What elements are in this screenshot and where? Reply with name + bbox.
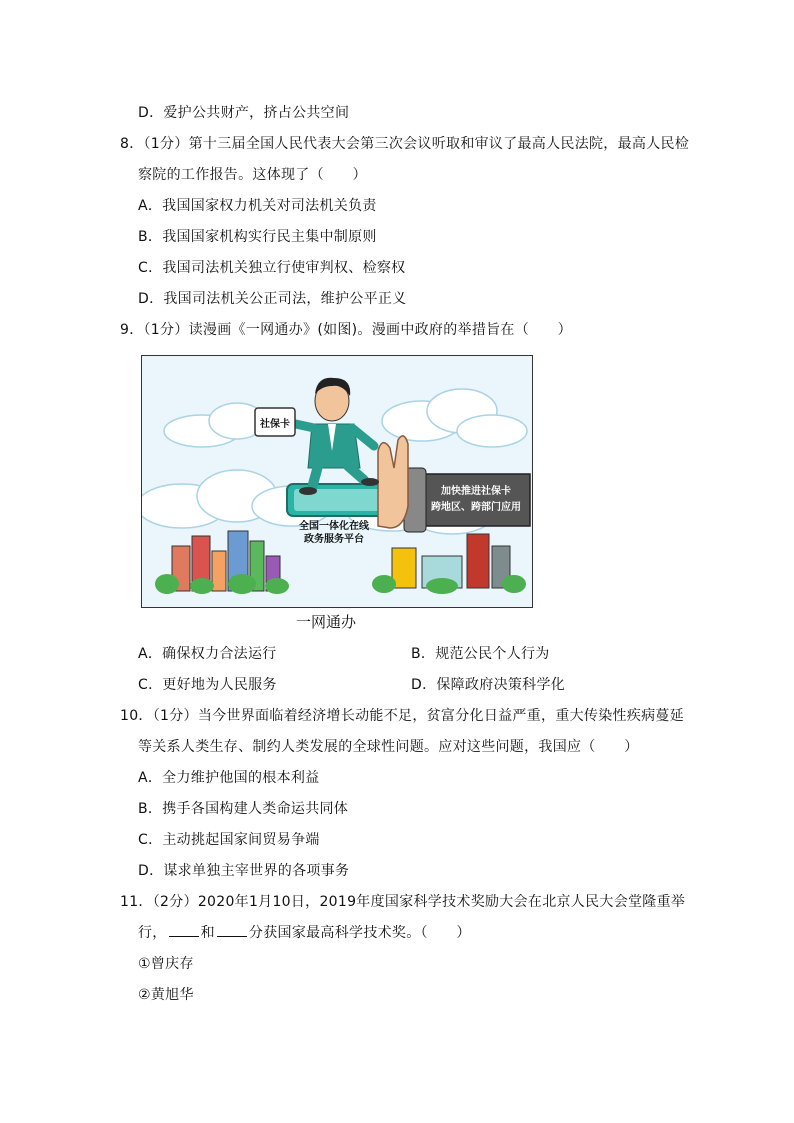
q11-item-1: ①曾庆存 (138, 956, 194, 972)
platform-label-line1: 全国一体化在线 (299, 521, 369, 532)
q8-option-a: A．我国国家权力机关对司法机关负责 (138, 198, 377, 214)
q10-option-a: A．全力维护他国的根本利益 (138, 770, 320, 786)
q11-item-2: ②黄旭华 (138, 987, 194, 1003)
q8-option-d: D．我国司法机关公正司法，维护公平正义 (138, 291, 407, 307)
cartoon-illustration (142, 356, 532, 607)
platform-label-line2: 政务服务平台 (304, 534, 364, 545)
q8-stem-line2: 察院的工作报告。这体现了（ ） (138, 167, 367, 183)
q10-stem-line2: 等关系人类生存、制约人类发展的全球性问题。应对这些问题，我国应（ ） (138, 739, 639, 755)
fill-blank-2 (217, 924, 247, 937)
q10-option-c: C．主动挑起国家间贸易争端 (138, 832, 320, 848)
q8-stem-line1: 8．（1分）第十三届全国人民代表大会第三次会议听取和审议了最高人民法院，最高人民检 (120, 136, 690, 152)
q10-stem-line1: 10．（1分）当今世界面临着经济增长动能不足，贫富分化日益严重，重大传染性疾病蔓延 (120, 708, 685, 724)
card-label: 社保卡 (260, 419, 290, 430)
fill-blank-1 (169, 924, 199, 937)
cartoon-yiwangtongban (141, 355, 533, 608)
q11-text-c: 分获国家最高科学技术奖。（ ） (248, 925, 471, 941)
q9-option-c: C．更好地为人民服务 (138, 677, 277, 693)
q11-stem-line1: 11．（2分）2020年1月10日，2019年度国家科学技术奖励大会在北京人民大会堂隆重举 (120, 894, 686, 910)
q9-option-d: D．保障政府决策科学化 (411, 677, 566, 693)
q7-option-d: D．爱护公共财产，挤占公共空间 (138, 105, 350, 121)
q11-text-a: 行， (138, 925, 167, 941)
q11-text-b: 和 (200, 925, 215, 941)
q9-option-a: A．确保权力合法运行 (138, 646, 277, 662)
q9-option-b: B．规范公民个人行为 (411, 646, 550, 662)
sleeve (422, 474, 530, 526)
sleeve-label-line2: 跨地区、跨部门应用 (431, 502, 521, 513)
sleeve-label-line1: 加快推进社保卡 (441, 486, 511, 497)
q11-stem-line2 (138, 924, 471, 942)
q8-option-c: C．我国司法机关独立行使审判权、检察权 (138, 260, 406, 276)
q8-option-b: B．我国国家机构实行民主集中制原则 (138, 229, 377, 245)
q9-stem: 9．（1分）读漫画《一网通办》(如图)。漫画中政府的举措旨在（ ） (120, 322, 572, 338)
q10-option-b: B．携手各国构建人类命运共同体 (138, 801, 349, 817)
cartoon-caption: 一网通办 (296, 613, 357, 631)
q10-option-d: D．谋求单独主宰世界的各项事务 (138, 863, 350, 879)
